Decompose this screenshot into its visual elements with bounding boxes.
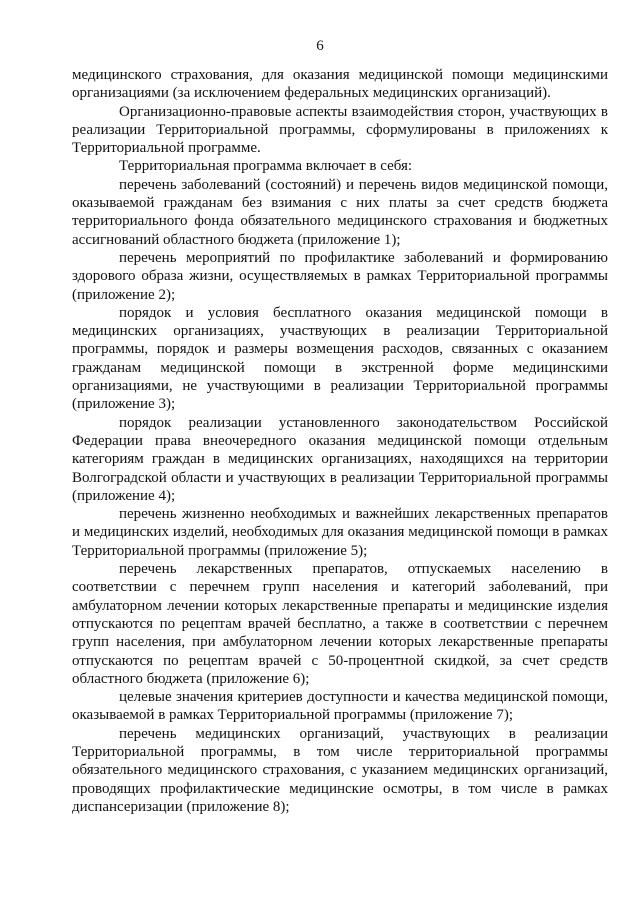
paragraph-continuation: медицинского страхования, для оказания медицинской помощи медицинскими организациями (за исключением федеральных медицинских организаций). xyxy=(72,67,608,102)
list-item-appendix-6: перечень лекарственных препаратов, отпускаемых населению в соответствии с перечнем групп населения и категорий заболеваний, при амбулаторном лечении которых лекарственные препараты и медицинские изделия отпускаются по рецептам врачей бесплатно, а также в соответствии с перечнем групп населения, при амбулаторном лечении которых лекарственные препараты отпускаются по рецептам врачей с 50-процентной скидкой, за счет средств областного бюджета (приложение 6); xyxy=(72,561,608,687)
list-item-appendix-1: перечень заболеваний (состояний) и перечень видов медицинской помощи, оказываемой гражданам без взимания с них платы за счет средств бюджета территориального фонда обязательного медицинского страхования и бюджетных ассигнований областного бюджета (приложение 1); xyxy=(72,176,608,248)
list-item-appendix-8: перечень медицинских организаций, участвующих в реализации Территориальной программы, в том числе территориальной программы обязательного медицинского страхования, с указанием медицинских организаций, проводящих профилактические медицинские осмотры, в том числе в рамках диспансеризации (приложение 8); xyxy=(72,725,608,815)
document-body xyxy=(72,66,608,816)
page-number: 6 xyxy=(316,38,324,54)
list-item-appendix-3: порядок и условия бесплатного оказания медицинской помощи в медицинских организациях, участвующих в реализации Территориальной программы, порядок и размеры возмещения расходов, связанных с оказанием гражданам медицинской помощи в экстренной форме медицинскими организациями, не участвующими в реализации Территориальной программы (приложение 3); xyxy=(72,304,608,413)
list-item-appendix-7: целевые значения критериев доступности и качества медицинской помощи, оказываемой в рамках Территориальной программы (приложение 7); xyxy=(72,689,608,724)
paragraph-program-includes: Территориальная программа включает в себя: xyxy=(119,158,413,175)
list-item-appendix-2: перечень мероприятий по профилактике заболеваний и формированию здорового образа жизни, осуществляемых в рамках Территориальной программы (приложение 2); xyxy=(72,249,608,303)
list-item-appendix-4: порядок реализации установленного законодательством Российской Федерации права внеочередного оказания медицинской помощи отдельным категориям граждан в медицинских организациях, находящихся на территории Волгоградской области и участвующих в реализации Территориальной программы (приложение 4); xyxy=(72,414,608,504)
paragraph-legal-aspects: Организационно-правовые аспекты взаимодействия сторон, участвующих в реализации Территориальной программы, сформулированы в приложениях к Территориальной программе. xyxy=(72,103,608,157)
list-item-appendix-5: перечень жизненно необходимых и важнейших лекарственных препаратов и медицинских изделий, необходимых для оказания медицинской помощи в рамках Территориальной программы (приложение 5); xyxy=(72,506,608,559)
